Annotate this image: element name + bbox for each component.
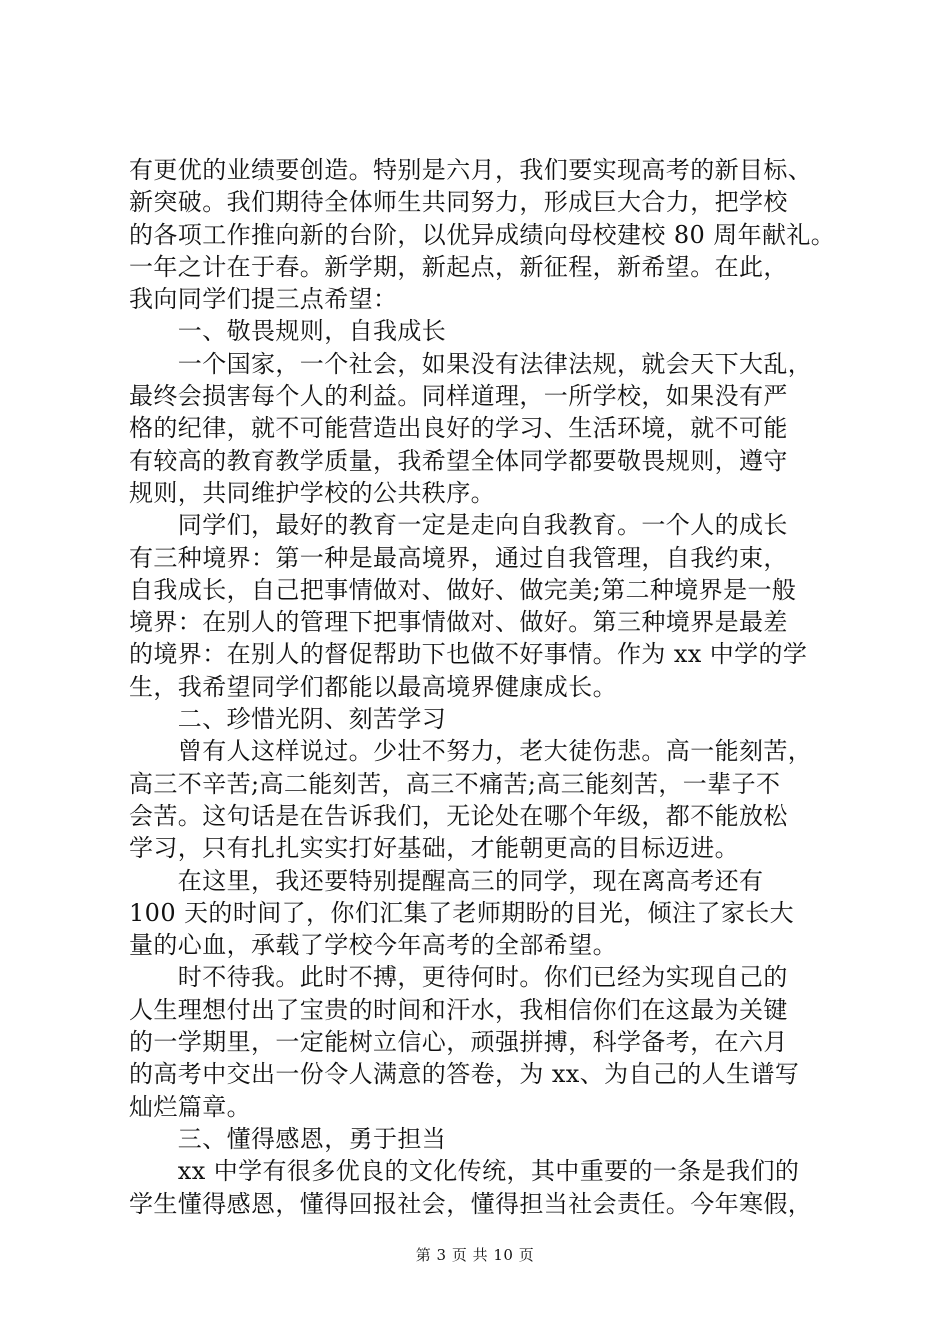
text-line: 同学们，最好的教育一定是走向自我教育。一个人的成长 [129, 511, 788, 540]
text-line: 境界：在别人的管理下把事情做对、做好。第三种境界是最差 [129, 608, 788, 637]
text-line: 的各项工作推向新的台阶，以优异成绩向母校建校 80 周年献礼。 [129, 220, 836, 249]
text-line: 一个国家，一个社会，如果没有法律法规，就会天下大乱， [129, 349, 813, 378]
text-line: 有更优的业绩要创造。特别是六月，我们要实现高考的新目标、 [129, 156, 813, 184]
page-footer: 第 3 页 共 10 页 [415, 1246, 535, 1264]
document-body [129, 154, 849, 1220]
text-line: 生，我希望同学们都能以最高境界健康成长。 [129, 672, 617, 701]
text-line: 最终会损害每个人的利益。同样道理，一所学校，如果没有严 [129, 382, 788, 411]
text-line: 的境界：在别人的督促帮助下也做不好事情。作为 xx 中学的学 [129, 640, 808, 669]
text-line: 有较高的教育教学质量，我希望全体同学都要敬畏规则，遵守 [129, 446, 788, 475]
section-heading: 三、懂得感恩，勇于担当 [129, 1124, 447, 1153]
text-line: 学习，只有扎扎实实打好基础，才能朝更高的目标迈进。 [129, 834, 739, 863]
text-line: 规则，共同维护学校的公共秩序。 [129, 478, 495, 507]
text-line: 自我成长，自己把事情做对、做好、做完美;第二种境界是一般 [129, 575, 797, 604]
text-line: 格的纪律，就不可能营造出良好的学习、生活环境，就不可能 [129, 414, 788, 443]
text-line: 我向同学们提三点希望： [129, 285, 398, 314]
section-heading: 二、珍惜光阴、刻苦学习 [129, 705, 447, 734]
section-heading: 一、敬畏规则，自我成长 [129, 317, 447, 346]
text-line: 人生理想付出了宝贵的时间和汗水，我相信你们在这最为关键 [129, 995, 788, 1024]
text-line: 量的心血，承载了学校今年高考的全部希望。 [129, 931, 617, 960]
text-line: 的一学期里，一定能树立信心，顽强拼搏，科学备考，在六月 [129, 1028, 788, 1057]
text-line: 高三不辛苦;高二能刻苦，高三不痛苦;高三能刻苦，一辈子不 [129, 769, 781, 798]
text-line: 100 天的时间了，你们汇集了老师期盼的目光，倾注了家长大 [129, 898, 795, 927]
text-line: 灿烂篇章。 [129, 1092, 251, 1121]
text-line: 学生懂得感恩，懂得回报社会，懂得担当社会责任。今年寒假， [129, 1189, 813, 1218]
text-line: 新突破。我们期待全体师生共同努力，形成巨大合力，把学校 [129, 188, 788, 217]
text-line: 会苦。这句话是在告诉我们，无论处在哪个年级，都不能放松 [129, 801, 788, 830]
text-line: 曾有人这样说过。少壮不努力，老大徒伤悲。高一能刻苦， [129, 737, 813, 766]
text-line: 有三种境界：第一种是最高境界，通过自我管理，自我约束， [129, 543, 788, 572]
text-line: 时不待我。此时不搏，更待何时。你们已经为实现自己的 [129, 963, 788, 992]
text-line: 在这里，我还要特别提醒高三的同学，现在离高考还有 [129, 866, 764, 895]
text-line: 一年之计在于春。新学期，新起点，新征程，新希望。在此， [129, 252, 788, 281]
text-line: xx 中学有很多优良的文化传统，其中重要的一条是我们的 [129, 1157, 800, 1186]
text-line: 的高考中交出一份令人满意的答卷，为 xx、为自己的人生谱写 [129, 1060, 800, 1089]
